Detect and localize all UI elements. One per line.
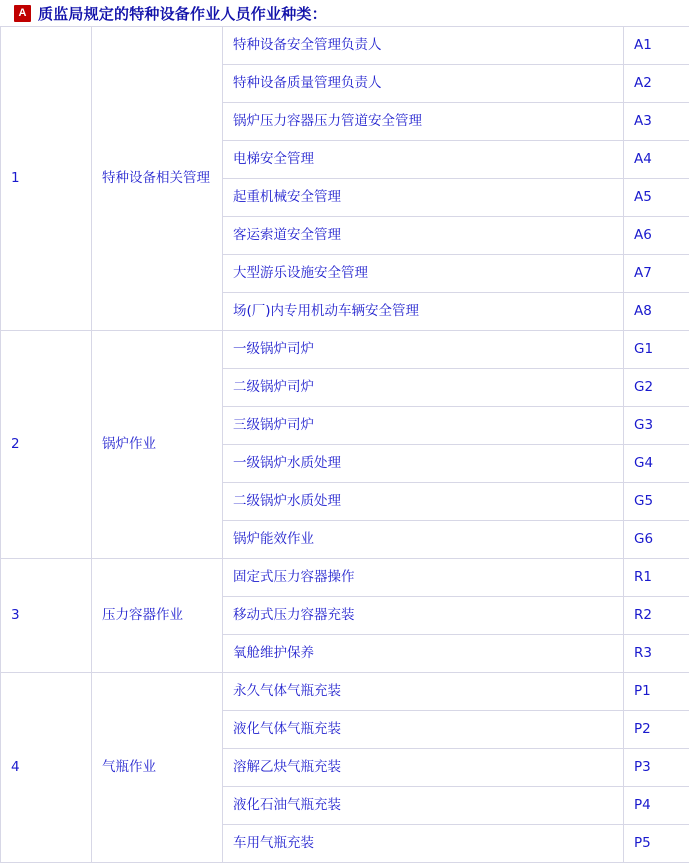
work-type-name-cell: 溶解乙炔气瓶充装	[223, 749, 624, 787]
work-type-code-cell: P2	[624, 711, 689, 749]
work-type-name-cell: 客运索道安全管理	[223, 217, 624, 255]
work-type-code-cell: A4	[624, 141, 689, 179]
page-header	[0, 0, 689, 26]
special-equipment-category-table	[0, 26, 689, 863]
page-title: 质监局规定的特种设备作业人员作业种类：	[38, 3, 327, 24]
work-type-code-cell: A5	[624, 179, 689, 217]
group-index-cell: 4	[1, 673, 92, 863]
work-type-name-cell: 一级锅炉水质处理	[223, 445, 624, 483]
work-type-code-cell: A2	[624, 65, 689, 103]
work-type-name-cell: 电梯安全管理	[223, 141, 624, 179]
work-type-code-cell: A3	[624, 103, 689, 141]
group-name-cell: 压力容器作业	[92, 559, 223, 673]
group-name-cell: 锅炉作业	[92, 331, 223, 559]
work-type-name-cell: 锅炉压力容器压力管道安全管理	[223, 103, 624, 141]
work-type-code-cell: R3	[624, 635, 689, 673]
work-type-name-cell: 液化气体气瓶充装	[223, 711, 624, 749]
work-type-name-cell: 移动式压力容器充装	[223, 597, 624, 635]
work-type-name-cell: 起重机械安全管理	[223, 179, 624, 217]
work-type-name-cell: 液化石油气瓶充装	[223, 787, 624, 825]
section-badge-icon: A	[14, 5, 31, 22]
group-index-cell: 3	[1, 559, 92, 673]
table-row	[1, 27, 689, 65]
table-row	[1, 331, 689, 369]
work-type-name-cell: 特种设备安全管理负责人	[223, 27, 624, 65]
work-type-name-cell: 氧舱维护保养	[223, 635, 624, 673]
work-type-code-cell: G6	[624, 521, 689, 559]
work-type-code-cell: G2	[624, 369, 689, 407]
work-type-code-cell: A7	[624, 255, 689, 293]
table-row	[1, 673, 689, 711]
work-type-name-cell: 场(厂)内专用机动车辆安全管理	[223, 293, 624, 331]
work-type-name-cell: 三级锅炉司炉	[223, 407, 624, 445]
work-type-name-cell: 二级锅炉水质处理	[223, 483, 624, 521]
work-type-code-cell: P5	[624, 825, 689, 863]
work-type-name-cell: 一级锅炉司炉	[223, 331, 624, 369]
work-type-name-cell: 大型游乐设施安全管理	[223, 255, 624, 293]
work-type-code-cell: A6	[624, 217, 689, 255]
work-type-code-cell: P1	[624, 673, 689, 711]
work-type-code-cell: G3	[624, 407, 689, 445]
work-type-code-cell: R1	[624, 559, 689, 597]
work-type-code-cell: G5	[624, 483, 689, 521]
table-body	[1, 27, 689, 863]
work-type-code-cell: A8	[624, 293, 689, 331]
group-name-cell: 特种设备相关管理	[92, 27, 223, 331]
work-type-name-cell: 永久气体气瓶充装	[223, 673, 624, 711]
work-type-code-cell: A1	[624, 27, 689, 65]
work-type-name-cell: 车用气瓶充装	[223, 825, 624, 863]
group-index-cell: 1	[1, 27, 92, 331]
work-type-code-cell: P3	[624, 749, 689, 787]
work-type-name-cell: 锅炉能效作业	[223, 521, 624, 559]
work-type-name-cell: 特种设备质量管理负责人	[223, 65, 624, 103]
work-type-code-cell: R2	[624, 597, 689, 635]
group-index-cell: 2	[1, 331, 92, 559]
work-type-code-cell: G1	[624, 331, 689, 369]
group-name-cell: 气瓶作业	[92, 673, 223, 863]
work-type-code-cell: P4	[624, 787, 689, 825]
work-type-name-cell: 二级锅炉司炉	[223, 369, 624, 407]
work-type-code-cell: G4	[624, 445, 689, 483]
work-type-name-cell: 固定式压力容器操作	[223, 559, 624, 597]
table-row	[1, 559, 689, 597]
